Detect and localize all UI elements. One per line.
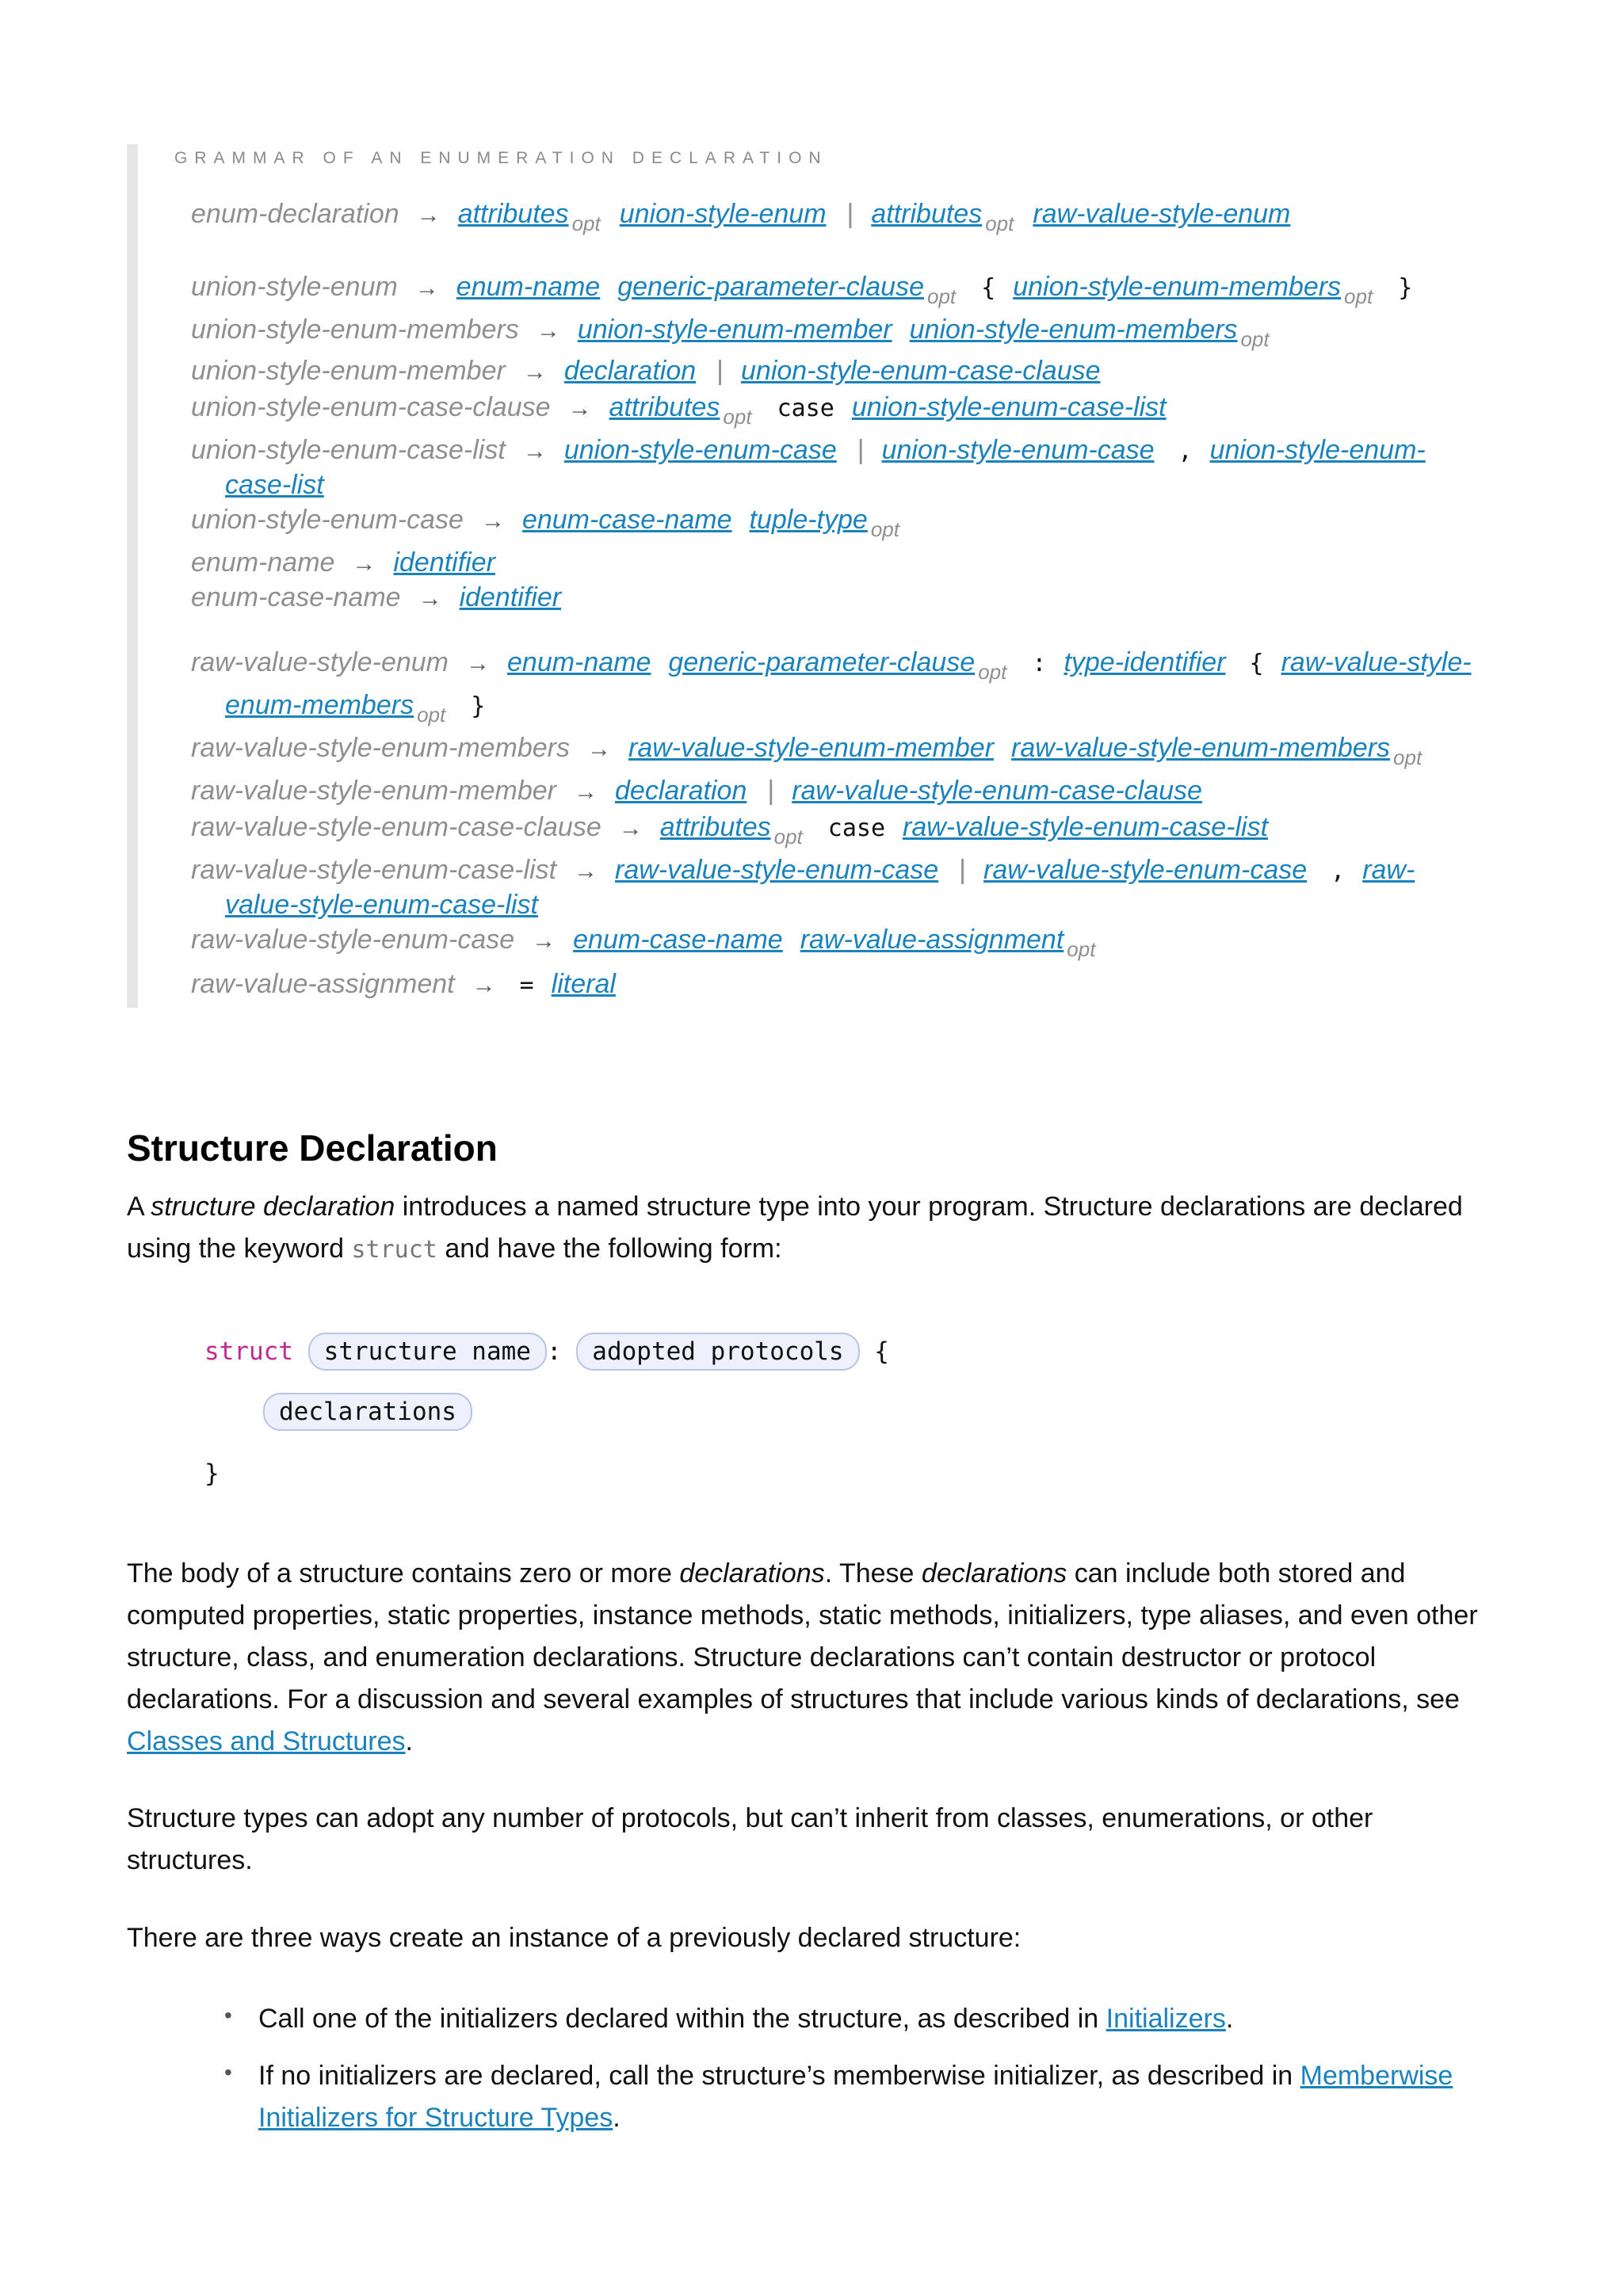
- text: introduces a named structure type into your program. Structure declarations are declared using the keyword: [127, 1192, 1463, 1264]
- comma: ,: [1331, 857, 1346, 885]
- list-item: [258, 1998, 1510, 2040]
- arrow-icon: →: [466, 650, 490, 677]
- grammar-link[interactable]: declaration: [563, 356, 697, 386]
- grammar-rule-union-style-enum-members: [191, 312, 1289, 349]
- brace: {: [1249, 650, 1264, 677]
- instance-paragraph: There are three ways create an instance of a previously declared structure:: [127, 1923, 1022, 1953]
- code-line-close: [204, 1459, 220, 1488]
- arrow-icon: →: [536, 318, 560, 344]
- grammar-link[interactable]: identifier: [459, 582, 562, 612]
- text: If no initializers are declared, call the structure’s memberwise initializer, as described in: [258, 2061, 1300, 2091]
- grammar-link[interactable]: union-style-enum-case: [881, 435, 1155, 465]
- colon: :: [1032, 650, 1047, 677]
- grammar-link[interactable]: attributes: [659, 812, 771, 842]
- grammar-heading: GRAMMAR OF AN ENUMERATION DECLARATION: [174, 149, 828, 167]
- grammar-rule-enum-case-name: [191, 580, 579, 616]
- nonterminal: raw-value-style-enum-member: [191, 776, 557, 806]
- grammar-rule-union-style-enum: [191, 269, 1430, 306]
- grammar-link[interactable]: generic-parameter-clause: [617, 272, 925, 302]
- grammar-link[interactable]: union-style-enum-members: [1013, 272, 1342, 302]
- grammar-link[interactable]: raw-value-style-enum-case-list: [903, 812, 1269, 842]
- grammar-link[interactable]: attributes: [609, 392, 720, 422]
- list-item: [258, 2055, 1510, 2139]
- grammar-rule-raw-value-style-enum-case-list: [191, 852, 1432, 889]
- arrow-icon: →: [522, 359, 547, 385]
- grammar-link[interactable]: raw-value-style-enum: [1033, 199, 1291, 229]
- grammar-link[interactable]: raw-value-style-enum-member: [628, 733, 995, 763]
- arrow-icon: →: [574, 858, 598, 884]
- text: .: [1225, 2004, 1234, 2034]
- protocols-paragraph: Structure types can adopt any number of protocols, but can’t inherit from classes, enumerations, or other structures.: [127, 1803, 1373, 1875]
- grammar-rule-union-style-enum-case-clause: [191, 390, 1184, 429]
- arrow-icon: →: [587, 736, 612, 762]
- bullet-dot-icon: •: [224, 2003, 232, 2027]
- nonterminal: enum-declaration: [191, 199, 399, 229]
- keyword-struct: struct: [204, 1337, 293, 1366]
- placeholder-adopted-protocols: adopted protocols: [576, 1333, 859, 1371]
- grammar-link[interactable]: generic-parameter-clause: [668, 647, 976, 677]
- grammar-rule-enum-name: [191, 545, 513, 582]
- emphasis: declarations: [679, 1558, 825, 1589]
- body-paragraph: [127, 1553, 1506, 1763]
- alternation-bar: |: [767, 776, 775, 806]
- brace: }: [471, 692, 486, 720]
- opt-marker: opt: [723, 405, 752, 429]
- nonterminal: raw-value-style-enum-members: [191, 733, 571, 763]
- grammar-rule-continuation: [225, 467, 342, 502]
- grammar-link[interactable]: union-style-enum-case-clause: [741, 356, 1101, 386]
- emphasis: declarations: [921, 1558, 1067, 1589]
- opt-marker: opt: [1344, 284, 1373, 308]
- nonterminal: raw-value-style-enum-case-clause: [191, 812, 601, 842]
- text: can include both stored and computed properties, static properties, instance methods, static methods, initializers, type aliases, and even other structure, class, and enumeration declarations. Structure declarations can’t contain destructor or protocol declarations. For a discussion and several examples of structures that include various kinds of declarations, see: [127, 1558, 1478, 1714]
- equals-sign: =: [519, 971, 534, 999]
- nonterminal: union-style-enum-case-list: [191, 435, 506, 465]
- grammar-link[interactable]: enum-case-name: [521, 505, 732, 535]
- grammar-link[interactable]: raw-value-style-: [1281, 647, 1472, 677]
- grammar-rule-union-style-enum-member: [191, 353, 1118, 390]
- emphasis: structure declaration: [151, 1192, 395, 1222]
- opt-marker: opt: [985, 212, 1014, 235]
- text: The body of a structure contains zero or more: [127, 1558, 680, 1589]
- grammar-link[interactable]: union-style-enum-: [1209, 435, 1426, 465]
- initializers-link[interactable]: Initializers: [1106, 2004, 1226, 2034]
- section-title: Structure Declaration: [127, 1127, 498, 1169]
- opt-marker: opt: [1393, 746, 1423, 769]
- grammar-link[interactable]: raw-value-style-enum-case-clause: [792, 776, 1202, 806]
- grammar-link[interactable]: union-style-enum-member: [577, 315, 892, 345]
- arrow-icon: →: [522, 438, 547, 464]
- close-brace: }: [204, 1459, 220, 1488]
- grammar-rule-raw-value-style-enum-members: [191, 730, 1441, 767]
- grammar-rule-raw-value-style-enum-case: [191, 922, 1114, 959]
- arrow-icon: →: [414, 275, 439, 301]
- opt-marker: opt: [773, 825, 803, 849]
- grammar-link[interactable]: literal: [551, 969, 616, 999]
- inline-code: struct: [351, 1236, 437, 1264]
- grammar-link[interactable]: raw-value-style-enum-case: [615, 855, 939, 885]
- nonterminal: raw-value-assignment: [191, 969, 455, 999]
- grammar-rule-continuation: [225, 887, 556, 922]
- text: and have the following form:: [437, 1234, 782, 1264]
- text: A: [127, 1192, 151, 1222]
- nonterminal: union-style-enum-case: [191, 505, 464, 535]
- grammar-link[interactable]: value-style-enum-case-list: [225, 890, 538, 920]
- grammar-link[interactable]: union-style-enum-members: [909, 315, 1238, 345]
- nonterminal: raw-value-style-enum: [191, 647, 449, 677]
- nonterminal: enum-case-name: [191, 582, 401, 612]
- grammar-link[interactable]: attributes: [871, 199, 983, 229]
- memberwise-initializers-link[interactable]: Memberwise Initializers for Structure Types: [258, 2061, 1453, 2133]
- alternation-bar: |: [857, 435, 865, 465]
- grammar-link[interactable]: raw-value-style-enum-members: [1011, 733, 1391, 763]
- grammar-link[interactable]: raw-value-style-enum-case: [983, 855, 1308, 885]
- alternation-bar: |: [959, 855, 966, 885]
- grammar-link[interactable]: union-style-enum: [619, 199, 827, 229]
- comma: ,: [1178, 437, 1193, 465]
- opt-marker: opt: [978, 660, 1007, 684]
- arrow-icon: →: [418, 585, 442, 612]
- brace: {: [981, 274, 996, 302]
- placeholder-structure-name: structure name: [308, 1333, 547, 1371]
- brace: }: [1398, 274, 1413, 302]
- text: .: [405, 1726, 413, 1756]
- arrow-icon: →: [480, 508, 505, 534]
- grammar-link[interactable]: enum-case-name: [573, 925, 783, 955]
- intro-paragraph: [127, 1186, 1506, 1271]
- grammar-link[interactable]: union-style-enum-case: [563, 435, 837, 465]
- nonterminal: union-style-enum-member: [191, 356, 506, 386]
- grammar-link[interactable]: case-list: [225, 470, 324, 500]
- grammar-rule-enum-declaration: [191, 196, 1308, 233]
- nonterminal: union-style-enum-case-clause: [191, 392, 551, 422]
- grammar-rule-continuation: [225, 688, 502, 727]
- code-line-body: [263, 1393, 472, 1431]
- grammar-link[interactable]: enum-name: [507, 647, 651, 677]
- grammar-rule-union-style-enum-case: [191, 502, 918, 539]
- opt-marker: opt: [927, 284, 957, 308]
- grammar-rule-raw-value-assignment: [191, 967, 633, 1003]
- nonterminal: raw-value-style-enum-case-list: [191, 855, 557, 885]
- opt-marker: opt: [571, 212, 601, 235]
- arrow-icon: →: [567, 395, 592, 421]
- opt-marker: opt: [870, 517, 899, 541]
- alternation-bar: |: [716, 356, 724, 386]
- opt-marker: opt: [1067, 937, 1096, 961]
- colon: :: [546, 1337, 562, 1366]
- arrow-icon: →: [472, 972, 496, 998]
- open-brace: {: [874, 1337, 889, 1366]
- grammar-link[interactable]: attributes: [457, 199, 569, 229]
- grammar-link[interactable]: tuple-type: [749, 505, 868, 535]
- arrow-icon: →: [574, 779, 598, 805]
- alternation-bar: |: [846, 199, 854, 229]
- code-line-struct: [204, 1333, 889, 1371]
- arrow-icon: →: [416, 202, 441, 228]
- bullet-dot-icon: •: [224, 2060, 232, 2084]
- nonterminal: enum-name: [191, 547, 335, 578]
- grammar-link[interactable]: union-style-enum-case-list: [851, 392, 1167, 422]
- text: .: [613, 2103, 621, 2133]
- arrow-icon: →: [618, 815, 643, 841]
- grammar-rule-raw-value-style-enum-member: [191, 773, 1220, 810]
- grammar-link[interactable]: enum-name: [456, 272, 601, 302]
- grammar-link[interactable]: enum-members: [225, 690, 414, 720]
- nonterminal: raw-value-style-enum-case: [191, 925, 515, 955]
- grammar-rule-raw-value-style-enum: [191, 645, 1489, 684]
- opt-marker: opt: [1240, 327, 1270, 351]
- nonterminal: union-style-enum: [191, 272, 398, 302]
- opt-marker: opt: [417, 703, 446, 727]
- nonterminal: union-style-enum-members: [191, 315, 519, 345]
- keyword-case: case: [827, 814, 886, 842]
- keyword-case: case: [777, 395, 834, 422]
- grammar-link[interactable]: declaration: [615, 776, 747, 806]
- arrow-icon: →: [352, 551, 376, 577]
- text: Call one of the initializers declared within the structure, as described in: [258, 2004, 1106, 2034]
- placeholder-declarations: declarations: [263, 1393, 472, 1431]
- grammar-link[interactable]: identifier: [393, 547, 495, 578]
- classes-and-structures-link[interactable]: Classes and Structures: [127, 1726, 406, 1756]
- grammar-link[interactable]: raw-value-assignment: [800, 925, 1064, 955]
- grammar-link[interactable]: raw-: [1362, 855, 1415, 885]
- text: . These: [824, 1558, 922, 1589]
- arrow-icon: →: [532, 928, 556, 954]
- grammar-rule-raw-value-style-enum-case-clause: [191, 810, 1285, 849]
- grammar-link[interactable]: type-identifier: [1064, 647, 1226, 677]
- grammar-rule-union-style-enum-case-list: [191, 433, 1443, 469]
